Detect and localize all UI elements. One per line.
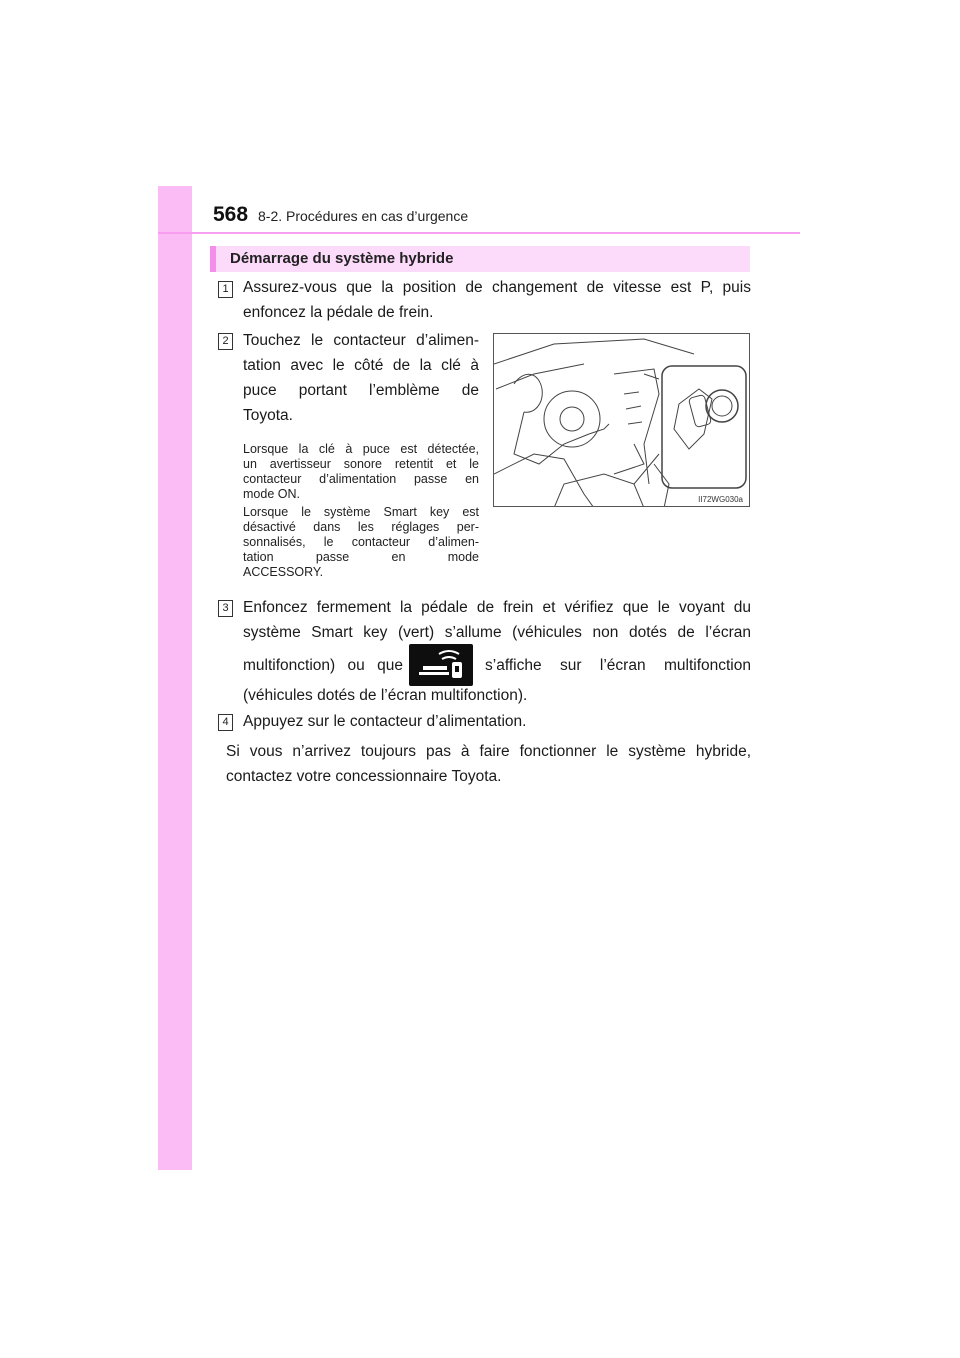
step-3-line-3b: s’affiche sur l’écran multifonction <box>485 657 751 674</box>
step-4-number: 4 <box>218 714 233 731</box>
step-2-line-3: puce portant l’emblème de <box>243 382 479 399</box>
step-1-line-2: enfoncez la pédale de frein. <box>243 304 434 321</box>
note-smart-key-detected: Lorsque la clé à puce est détectée, un avertisseur sonore retentit et le contacteur d’alimentation passe en mode ON. <box>243 442 479 501</box>
chapter-tab <box>158 186 192 1170</box>
section-heading <box>210 246 750 272</box>
page-number: 568 <box>213 203 249 226</box>
step-3-line-2: système Smart key (vert) s’allume (véhicules non dotés de l’écran <box>243 624 751 641</box>
step-3-line-4: (véhicules dotés de l’écran multifonction). <box>243 687 528 704</box>
figure-code: II72WG030a <box>698 495 743 504</box>
note-smart-key-disabled: Lorsque le système Smart key est désactivé dans les réglages per- sonnalisés, le contacteur d’alimen- tation passe en mode ACCESSORY. <box>243 505 479 579</box>
step-1-line-1: Assurez-vous que la position de changement de vitesse est P, puis <box>243 279 751 296</box>
header-divider <box>158 232 800 234</box>
section-title: Démarrage du système hybride <box>230 250 454 267</box>
step-2-line-2: tation avec le côté de la clé à <box>243 357 479 374</box>
car-interior-key-illustration <box>493 333 750 507</box>
step-3-line-3a: multifonction) ou que <box>243 657 403 674</box>
step-4-line-1: Appuyez sur le contacteur d’alimentation. <box>243 713 527 730</box>
smart-key-indicator-icon <box>409 644 473 686</box>
step-2-number: 2 <box>218 333 233 350</box>
closing-line-2: contactez votre concessionnaire Toyota. <box>226 768 502 785</box>
step-2-line-4: Toyota. <box>243 407 293 424</box>
step-3-number: 3 <box>218 600 233 617</box>
key-signal-icon <box>409 644 473 686</box>
illustration-drawing <box>494 334 750 507</box>
step-3-line-1: Enfoncez fermement la pédale de frein et vérifiez que le voyant du <box>243 599 751 616</box>
step-2-line-1: Touchez le contacteur d’alimen- <box>243 332 479 349</box>
chapter-title: 8-2. Procédures en cas d’urgence <box>258 208 469 224</box>
closing-line-1: Si vous n’arrivez toujours pas à faire fonctionner le système hybride, <box>226 743 751 760</box>
step-1-number: 1 <box>218 281 233 298</box>
